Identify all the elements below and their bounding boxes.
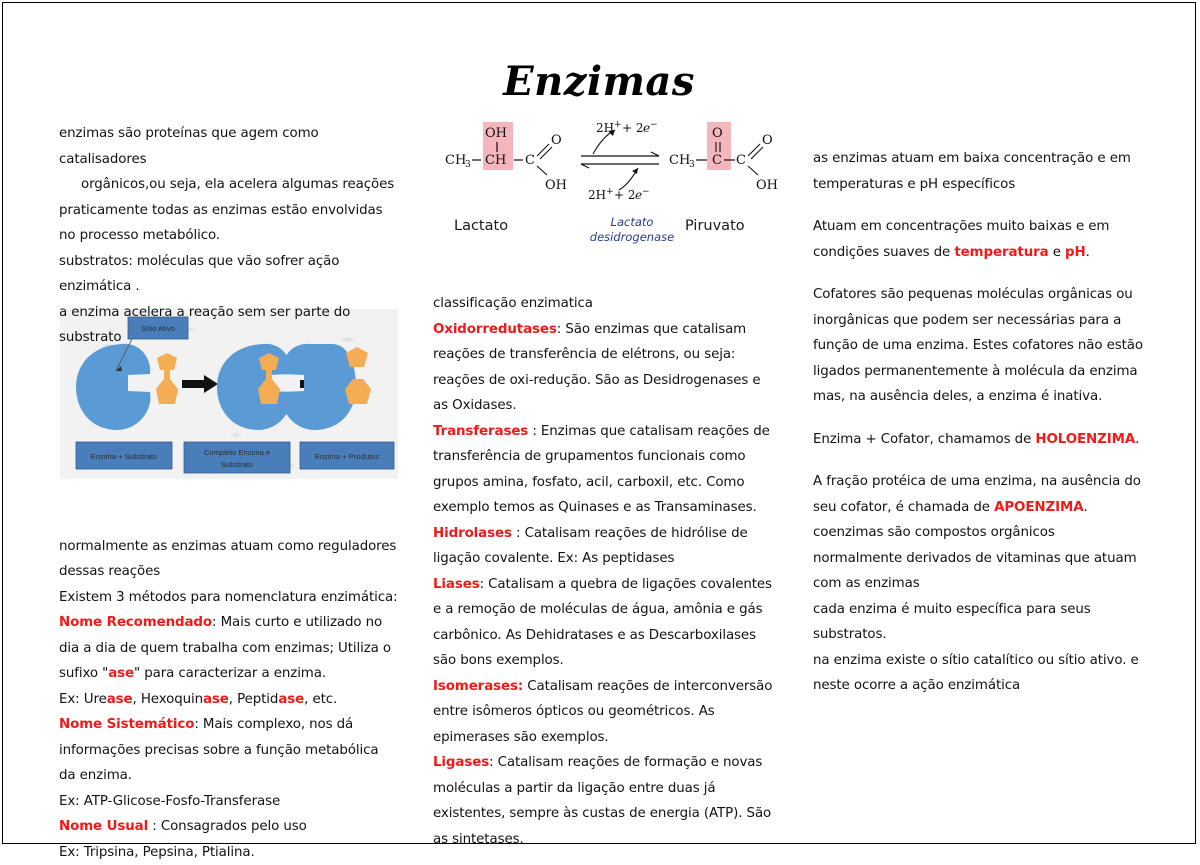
bottom-electrons-label: 2H xyxy=(588,188,606,202)
svg-text:e: e xyxy=(643,121,650,135)
nome-sistematico-text: : Mais complexo, nos dá informações precisas sobre a função metabólica da enzima. xyxy=(59,717,379,783)
left-ch3: CH xyxy=(445,153,466,168)
stage-label-3: Enzima + Produtos xyxy=(315,452,380,461)
transferases-text: : Enzimas que catalisam reações de transferência de grupamentos funcionais como grupos amina, fosfato, acil, carboxil, etc. Como exemplo temos as Quinases e as Transaminases. xyxy=(433,424,770,516)
apoenzima-keyword: APOENZIMA xyxy=(994,500,1083,515)
right-para2-a: Atuam em concentrações muito baixas e em condições suaves de xyxy=(813,219,1109,260)
oxidorredutases-text: : São enzimas que catalisam reações de transferência de elétrons, ou seja: reações de oxi-redução. São as Desidrogenases e as Oxidases. xyxy=(433,322,761,414)
right-ch3: CH xyxy=(669,153,690,168)
left-para5: normalmente as enzimas atuam como reguladores dessas reações xyxy=(59,534,399,585)
right-para3: Cofatores são pequenas moléculas orgânicas ou inorgânicas que podem ser necessárias para a função de uma enzima. Estes cofatores não estão ligados permanentemente à molécula da enzima mas, na ausência deles, a enzima é inativa. xyxy=(813,282,1143,410)
right-o-highlight: O xyxy=(712,126,723,141)
left-para6: Existem 3 métodos para nomenclatura enzimática: xyxy=(59,585,399,611)
ph-keyword: pH xyxy=(1065,245,1086,260)
class-item-isomerases xyxy=(433,674,773,751)
left-para2: praticamente todas as enzimas estão envolvidas no processo metabólico. xyxy=(59,198,399,249)
left-para4: a enzima acelera a reação sem ser parte do substrato xyxy=(59,300,399,351)
stage-label-2-line1: Completo Enzima e xyxy=(204,448,270,457)
left-example-1 xyxy=(59,687,399,713)
nome-recomendado-text: : Mais curto e utilizado no dia a dia de quem trabalha com enzimas; Utiliza o sufixo xyxy=(59,615,391,681)
pyruvate-label: Piruvato xyxy=(685,218,745,234)
classification-heading: classificação enzimatica xyxy=(433,291,773,317)
ex1-mid2: , Peptid xyxy=(229,692,279,707)
right-carboxyl-oh: OH xyxy=(756,178,778,193)
left-ch: CH xyxy=(485,153,506,168)
right-para6: coenzimas são compostos orgânicos normalmente derivados de vitaminas que atuam com as enzimas xyxy=(813,520,1143,597)
left-nome-recomendado: Nome Recomendado: Mais curto e utilizado no dia a dia de quem trabalha com enzimas; Utiliza o sufixo "ase" para caracterizar a enzima. xyxy=(59,610,399,687)
right-para2-c: . xyxy=(1086,245,1090,260)
class-item-transferases xyxy=(433,419,773,521)
svg-text:+ 2: + 2 xyxy=(622,121,644,135)
liases-text: : Catalisam a quebra de ligações covalentes e a remoção de moléculas de água, amônia e gás carbônico. As Dehidratases e as Descarboxilases são bons exemplos. xyxy=(433,577,772,669)
right-para4-b: . xyxy=(1135,432,1139,447)
middle-column xyxy=(433,291,773,852)
svg-text:+: + xyxy=(606,187,614,197)
transferases-keyword: Transferases xyxy=(433,424,528,439)
right-para5 xyxy=(813,469,1143,520)
isomerases-text: Catalisam reações de interconversão entre isômeros ópticos ou geométricos. As epimerases são exemplos. xyxy=(433,679,772,745)
left-example-2: Ex: ATP-Glicose-Fosfo-Transferase xyxy=(59,789,399,815)
hidrolases-text: : Catalisam reações de hidrólise de ligação covalente. Ex: As peptidases xyxy=(433,526,748,567)
holoenzima-keyword: HOLOENZIMA xyxy=(1035,432,1135,447)
lactate-label: Lactato xyxy=(454,218,508,234)
ex1-ase-1: ase xyxy=(107,692,133,707)
right-c: C xyxy=(712,153,722,168)
left-column xyxy=(59,121,399,865)
right-para4 xyxy=(813,427,1143,453)
svg-text:+ 2: + 2 xyxy=(614,188,636,202)
nome-recomendado-text2: para caracterizar a enzima. xyxy=(140,666,326,681)
oxidorredutases-keyword: Oxidorredutases xyxy=(433,322,557,337)
right-para4-a: Enzima + Cofator, chamamos de xyxy=(813,432,1035,447)
ex1-ase-3: ase xyxy=(278,692,304,707)
stage-label-1: Enzima + Substrato xyxy=(91,452,157,461)
right-para1: as enzimas atuam em baixa concentração e em temperaturas e pH específicos xyxy=(813,146,1143,197)
left-carboxyl-oh: OH xyxy=(545,178,567,193)
svg-text:3: 3 xyxy=(689,160,695,170)
enzyme-name-line1: Lactato xyxy=(611,215,654,229)
hidrolases-keyword: Hidrolases xyxy=(433,526,512,541)
nome-usual-text: : Consagrados pelo uso xyxy=(148,819,307,834)
right-para2-b: e xyxy=(1049,245,1065,260)
page-title: Enzimas xyxy=(3,58,1195,105)
svg-text:3: 3 xyxy=(465,160,471,170)
lactate-pyruvate-reaction-figure xyxy=(433,118,783,263)
right-para2 xyxy=(813,214,1143,265)
temperatura-keyword: temperatura xyxy=(954,245,1048,260)
left-para3: substratos: moléculas que vão sofrer ação enzimática . xyxy=(59,249,399,300)
right-c2: C xyxy=(736,153,746,168)
ligases-keyword: Ligases xyxy=(433,755,489,770)
left-oh-highlight: OH xyxy=(485,126,507,141)
class-item-oxidorredutases xyxy=(433,317,773,419)
liases-keyword: Liases xyxy=(433,577,480,592)
ex1-mid: , Hexoquin xyxy=(133,692,203,707)
left-example-3: Ex: Tripsina, Pepsina, Ptialina. xyxy=(59,840,399,865)
left-nome-sistematico xyxy=(59,712,399,789)
svg-text:e: e xyxy=(635,188,642,202)
ase-keyword: ase xyxy=(108,666,134,681)
enzyme-name-line2: desidrogenase xyxy=(590,230,674,244)
class-item-ligases xyxy=(433,750,773,852)
right-column xyxy=(813,146,1143,699)
right-para8: na enzima existe o sítio catalítico ou sítio ativo. e neste ocorre a ação enzimática xyxy=(813,648,1143,699)
active-site-label-1: Sítio Ativo xyxy=(141,324,175,333)
top-electrons-label: 2H xyxy=(596,121,614,135)
svg-text:+: + xyxy=(614,120,622,130)
svg-text:−: − xyxy=(650,120,658,130)
ex1-prefix: Ex: Ure xyxy=(59,692,107,707)
svg-text:−: − xyxy=(642,187,650,197)
stage-label-2-line2: Substrato xyxy=(221,460,254,469)
ex1-suffix: , etc. xyxy=(304,692,337,707)
nome-recomendado-keyword: Nome Recomendado xyxy=(59,615,212,630)
right-para7: cada enzima é muito específica para seus substratos. xyxy=(813,597,1143,648)
left-nome-usual xyxy=(59,814,399,840)
left-para1-line1: enzimas são proteínas que agem como catalisadores xyxy=(59,121,399,172)
right-carbonyl-o: O xyxy=(762,133,773,148)
right-para5-b: . xyxy=(1083,500,1087,515)
left-para1-line2: orgânicos,ou seja, ela acelera algumas reações xyxy=(59,172,399,198)
left-carbonyl-o: O xyxy=(551,133,562,148)
study-note-page xyxy=(2,2,1196,844)
class-item-liases xyxy=(433,572,773,674)
ex1-ase-2: ase xyxy=(203,692,229,707)
right-para5-a: A fração protéica de uma enzima, na ausência do seu cofator, é chamada de xyxy=(813,474,1141,515)
isomerases-keyword: Isomerases: xyxy=(433,679,523,694)
nome-sistematico-keyword: Nome Sistemático xyxy=(59,717,194,732)
ligases-text: : Catalisam reações de formação e novas moléculas a partir da ligação entre duas já existentes, sempre às custas de energia (ATP). São as sintetases. xyxy=(433,755,771,847)
left-c: C xyxy=(525,153,535,168)
class-item-hidrolases xyxy=(433,521,773,572)
nome-usual-keyword: Nome Usual xyxy=(59,819,148,834)
